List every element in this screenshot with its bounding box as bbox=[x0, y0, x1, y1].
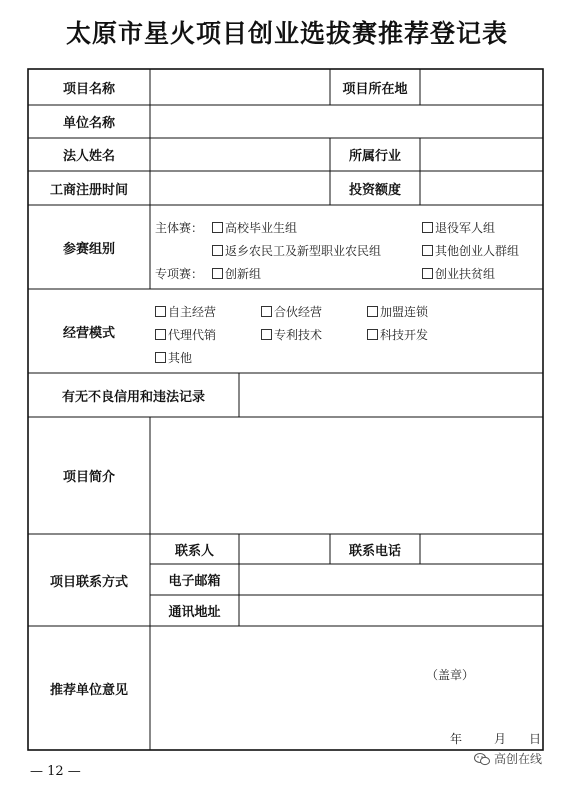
checkbox-mode-agency[interactable]: 代理代销 bbox=[155, 326, 216, 343]
input-industry[interactable] bbox=[420, 138, 543, 171]
watermark bbox=[474, 750, 542, 767]
label-unit-name: 单位名称 bbox=[62, 116, 115, 131]
label-group: 参赛组别 bbox=[62, 241, 115, 257]
checkbox-icon bbox=[155, 306, 166, 317]
main-race-label: 主体赛： bbox=[155, 221, 204, 235]
checkbox-icon bbox=[155, 352, 166, 363]
page-number: — 12 — bbox=[30, 764, 81, 779]
input-address[interactable] bbox=[239, 595, 543, 626]
checkbox-icon bbox=[212, 245, 223, 256]
input-project-name[interactable] bbox=[150, 69, 330, 105]
watermark-text: 高创在线 bbox=[494, 752, 543, 766]
input-intro[interactable] bbox=[150, 417, 543, 534]
label-credit-record: 有无不良信用和违法记录 bbox=[61, 389, 205, 405]
checkbox-mode-other[interactable]: 其他 bbox=[155, 349, 192, 366]
checkbox-group-migrant-farmers[interactable]: 返乡农民工及新型职业农民组 bbox=[212, 242, 381, 259]
label-phone: 联系电话 bbox=[348, 543, 401, 559]
checkbox-icon bbox=[422, 222, 433, 233]
checkbox-icon bbox=[212, 268, 223, 279]
date-month: 月 bbox=[494, 732, 507, 746]
checkbox-icon bbox=[155, 329, 166, 340]
label-contact-person: 联系人 bbox=[174, 543, 214, 559]
input-legal-person[interactable] bbox=[150, 138, 330, 171]
label-project-location: 项目所在地 bbox=[342, 81, 408, 97]
input-contact-person[interactable] bbox=[239, 534, 330, 564]
checkbox-group-innovation[interactable]: 创新组 bbox=[212, 265, 261, 282]
checkbox-icon bbox=[261, 329, 272, 340]
label-contact: 项目联系方式 bbox=[49, 574, 128, 590]
date-year: 年 bbox=[450, 732, 463, 746]
page-title: 太原市星火项目创业选拔赛推荐登记表 bbox=[65, 19, 508, 48]
checkbox-group-graduates[interactable]: 高校毕业生组 bbox=[212, 219, 297, 236]
checkbox-mode-partnership[interactable]: 合伙经营 bbox=[261, 303, 322, 320]
input-unit-name[interactable] bbox=[150, 105, 543, 138]
checkbox-icon bbox=[422, 268, 433, 279]
input-email[interactable] bbox=[239, 564, 543, 595]
date-day: 日 bbox=[529, 732, 542, 746]
checkbox-icon bbox=[261, 306, 272, 317]
label-intro: 项目简介 bbox=[62, 470, 115, 485]
checkbox-mode-self[interactable]: 自主经营 bbox=[155, 303, 216, 320]
input-investment[interactable] bbox=[420, 171, 543, 205]
label-business-mode: 经营模式 bbox=[62, 325, 115, 341]
special-race-label: 专项赛： bbox=[155, 267, 204, 281]
checkbox-icon bbox=[212, 222, 223, 233]
label-opinion: 推荐单位意见 bbox=[49, 682, 128, 698]
checkbox-icon bbox=[367, 306, 378, 317]
seal-note: （盖章） bbox=[426, 668, 475, 682]
input-project-location[interactable] bbox=[420, 69, 543, 105]
checkbox-mode-tech[interactable]: 科技开发 bbox=[367, 326, 428, 343]
input-credit-record[interactable] bbox=[239, 373, 543, 417]
wechat-icon bbox=[474, 752, 490, 766]
label-legal-person: 法人姓名 bbox=[62, 149, 115, 164]
checkbox-group-veterans[interactable]: 退役军人组 bbox=[422, 219, 495, 236]
label-project-name: 项目名称 bbox=[62, 81, 115, 97]
label-registration-time: 工商注册时间 bbox=[49, 182, 128, 198]
checkbox-group-poverty[interactable]: 创业扶贫组 bbox=[422, 265, 495, 282]
input-phone[interactable] bbox=[420, 534, 543, 564]
checkbox-mode-franchise[interactable]: 加盟连锁 bbox=[367, 303, 428, 320]
label-industry: 所属行业 bbox=[348, 149, 401, 164]
checkbox-group-other[interactable]: 其他创业人群组 bbox=[422, 242, 519, 259]
checkbox-mode-patent[interactable]: 专利技术 bbox=[261, 326, 322, 343]
label-investment: 投资额度 bbox=[348, 182, 401, 198]
checkbox-icon bbox=[367, 329, 378, 340]
label-address: 通讯地址 bbox=[168, 605, 221, 620]
checkbox-icon bbox=[422, 245, 433, 256]
input-registration-time[interactable] bbox=[150, 171, 330, 205]
label-email: 电子邮箱 bbox=[168, 574, 221, 589]
